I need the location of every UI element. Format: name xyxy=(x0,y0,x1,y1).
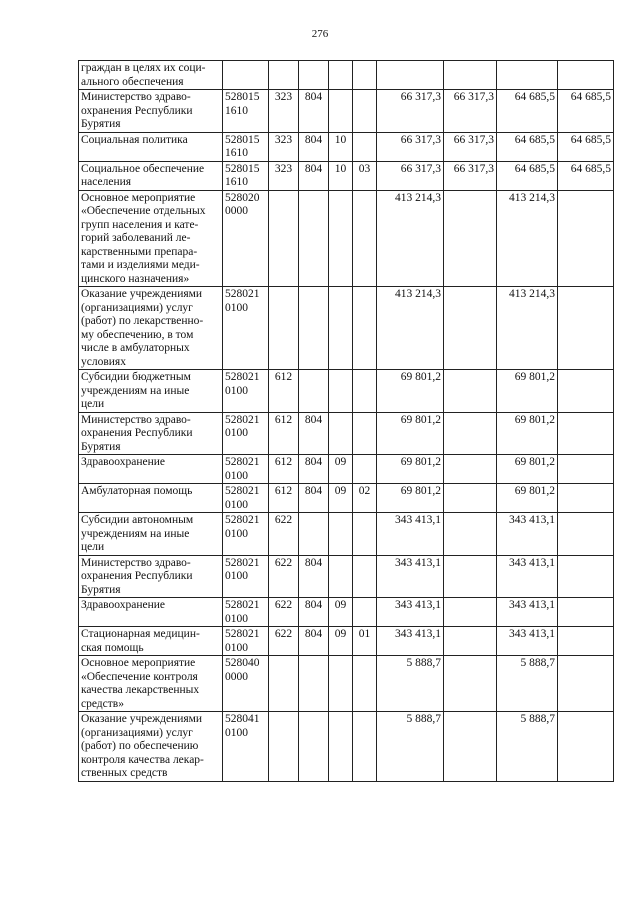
cell-amount-1: 66 317,3 xyxy=(377,161,444,190)
cell-amount-1: 343 413,1 xyxy=(377,627,444,656)
cell-amount-3: 64 685,5 xyxy=(497,161,558,190)
cell-name-line: Амбулаторная помощь xyxy=(81,485,193,497)
cell-section xyxy=(329,555,353,598)
cell-target-article-line: 1610 xyxy=(225,104,248,117)
cell-amount-3: 64 685,5 xyxy=(497,132,558,161)
cell-name xyxy=(79,484,223,513)
cell-amount-1 xyxy=(377,61,444,90)
cell-name-line: контроля качества лекар- xyxy=(81,753,204,766)
table-row xyxy=(79,412,614,455)
cell-amount-4 xyxy=(558,190,614,287)
table-row xyxy=(79,656,614,712)
cell-amount-2 xyxy=(444,555,497,598)
cell-name-line: Субсидии бюджетным xyxy=(81,371,191,383)
table-row xyxy=(79,598,614,627)
cell-amount-4: 64 685,5 xyxy=(558,90,614,133)
cell-amount-3: 69 801,2 xyxy=(497,455,558,484)
cell-name-line: Субсидии автономным xyxy=(81,514,194,526)
table-row xyxy=(79,370,614,413)
cell-name xyxy=(79,656,223,712)
cell-name-line: Социальная политика xyxy=(81,133,188,146)
cell-section xyxy=(329,61,353,90)
cell-section xyxy=(329,412,353,455)
table-row xyxy=(79,90,614,133)
cell-target-article-line: 528015 xyxy=(225,91,260,103)
cell-target-article-line: 0100 xyxy=(225,469,248,482)
cell-target-article xyxy=(223,555,269,598)
cell-administrator: 804 xyxy=(299,412,329,455)
cell-name xyxy=(79,455,223,484)
cell-name xyxy=(79,598,223,627)
cell-expense-type: 622 xyxy=(269,598,299,627)
cell-name-line: Бурятия xyxy=(81,118,121,130)
cell-name-line: му обеспечению, в том xyxy=(81,328,194,341)
cell-target-article-line: 0100 xyxy=(225,726,248,739)
cell-section xyxy=(329,90,353,133)
cell-amount-3: 413 214,3 xyxy=(497,190,558,287)
cell-amount-4 xyxy=(558,712,614,782)
cell-subsection xyxy=(353,555,377,598)
cell-name-line: (организациями) услуг xyxy=(81,726,193,739)
cell-subsection: 02 xyxy=(353,484,377,513)
cell-expense-type xyxy=(269,656,299,712)
cell-name-line: Основное мероприятие xyxy=(81,657,196,669)
cell-name xyxy=(79,287,223,370)
cell-amount-4 xyxy=(558,484,614,513)
cell-name-line: цели xyxy=(81,541,105,553)
table-row xyxy=(79,555,614,598)
cell-target-article xyxy=(223,370,269,413)
cell-amount-4: 64 685,5 xyxy=(558,161,614,190)
cell-amount-3: 5 888,7 xyxy=(497,712,558,782)
table-row xyxy=(79,455,614,484)
cell-subsection xyxy=(353,370,377,413)
cell-amount-2 xyxy=(444,598,497,627)
cell-target-article xyxy=(223,656,269,712)
cell-amount-3: 343 413,1 xyxy=(497,513,558,556)
cell-amount-1: 343 413,1 xyxy=(377,513,444,556)
cell-target-article xyxy=(223,190,269,287)
cell-name-line: Здравоохранение xyxy=(81,599,166,611)
cell-expense-type: 323 xyxy=(269,161,299,190)
cell-amount-2 xyxy=(444,712,497,782)
cell-subsection xyxy=(353,598,377,627)
cell-amount-2 xyxy=(444,627,497,656)
cell-subsection xyxy=(353,412,377,455)
cell-amount-3: 343 413,1 xyxy=(497,627,558,656)
cell-amount-1: 5 888,7 xyxy=(377,712,444,782)
cell-target-article xyxy=(223,161,269,190)
cell-administrator xyxy=(299,287,329,370)
cell-name-line: (организациями) услуг xyxy=(81,301,193,314)
cell-name-line: качества лекарственных xyxy=(81,684,200,696)
cell-name-line: Министерство здраво- xyxy=(81,413,191,426)
cell-name xyxy=(79,370,223,413)
cell-name-line: тами и изделиями меди- xyxy=(81,259,200,271)
cell-name xyxy=(79,161,223,190)
cell-administrator: 804 xyxy=(299,598,329,627)
cell-subsection xyxy=(353,712,377,782)
cell-target-article xyxy=(223,627,269,656)
cell-amount-2 xyxy=(444,370,497,413)
cell-target-article-line: 0100 xyxy=(225,527,248,540)
cell-target-article-line: 528021 xyxy=(225,371,260,383)
cell-target-article-line: 528021 xyxy=(225,599,260,611)
cell-amount-2 xyxy=(444,513,497,556)
cell-administrator: 804 xyxy=(299,627,329,656)
cell-name xyxy=(79,627,223,656)
cell-amount-2 xyxy=(444,61,497,90)
cell-target-article-line: 1610 xyxy=(225,176,248,188)
cell-expense-type xyxy=(269,287,299,370)
cell-amount-1: 5 888,7 xyxy=(377,656,444,712)
cell-target-article-line: 0000 xyxy=(225,670,248,683)
cell-expense-type xyxy=(269,712,299,782)
cell-amount-3: 343 413,1 xyxy=(497,598,558,627)
table-body xyxy=(79,61,614,782)
cell-administrator xyxy=(299,370,329,413)
cell-name-line: «Обеспечение контроля xyxy=(81,670,198,683)
table-row xyxy=(79,190,614,287)
cell-expense-type: 612 xyxy=(269,455,299,484)
cell-section xyxy=(329,712,353,782)
cell-administrator xyxy=(299,513,329,556)
cell-expense-type xyxy=(269,190,299,287)
cell-target-article-line: 528021 xyxy=(225,514,260,526)
cell-expense-type: 323 xyxy=(269,90,299,133)
cell-name-line: ская помощь xyxy=(81,641,144,654)
cell-name xyxy=(79,712,223,782)
cell-target-article-line: 528021 xyxy=(225,628,260,640)
cell-amount-1: 413 214,3 xyxy=(377,190,444,287)
cell-amount-4 xyxy=(558,455,614,484)
cell-amount-3: 5 888,7 xyxy=(497,656,558,712)
cell-amount-3: 69 801,2 xyxy=(497,484,558,513)
cell-target-article xyxy=(223,61,269,90)
cell-amount-1: 66 317,3 xyxy=(377,90,444,133)
cell-name-line: граждан в целях их соци- xyxy=(81,62,206,74)
cell-target-article xyxy=(223,132,269,161)
cell-name-line: Оказание учреждениями xyxy=(81,713,203,725)
cell-amount-1: 343 413,1 xyxy=(377,598,444,627)
cell-subsection xyxy=(353,455,377,484)
cell-amount-2 xyxy=(444,412,497,455)
cell-expense-type: 622 xyxy=(269,627,299,656)
cell-section: 10 xyxy=(329,132,353,161)
cell-name-line: средств» xyxy=(81,697,124,710)
cell-administrator: 804 xyxy=(299,132,329,161)
cell-amount-2: 66 317,3 xyxy=(444,132,497,161)
cell-section: 09 xyxy=(329,598,353,627)
cell-name-line: Оказание учреждениями xyxy=(81,288,203,300)
cell-subsection xyxy=(353,132,377,161)
table-row xyxy=(79,484,614,513)
cell-administrator: 804 xyxy=(299,455,329,484)
cell-target-article-line: 0100 xyxy=(225,612,248,625)
cell-section xyxy=(329,287,353,370)
cell-target-article-line: 0100 xyxy=(225,384,248,397)
cell-section: 10 xyxy=(329,161,353,190)
cell-name-line: учреждениям на иные xyxy=(81,384,190,397)
cell-name-line: Бурятия xyxy=(81,440,121,453)
cell-name-line: (работ) по лекарственно- xyxy=(81,315,204,327)
cell-amount-1: 343 413,1 xyxy=(377,555,444,598)
cell-target-article-line: 528021 xyxy=(225,485,260,497)
cell-expense-type: 622 xyxy=(269,555,299,598)
cell-name xyxy=(79,555,223,598)
cell-target-article-line: 0100 xyxy=(225,301,248,314)
cell-section xyxy=(329,190,353,287)
cell-amount-2 xyxy=(444,656,497,712)
cell-target-article-line: 0100 xyxy=(225,498,248,511)
cell-amount-1: 69 801,2 xyxy=(377,412,444,455)
cell-amount-3: 413 214,3 xyxy=(497,287,558,370)
cell-target-article-line: 528015 xyxy=(225,133,260,146)
cell-target-article-line: 528021 xyxy=(225,413,260,426)
cell-name-line: охранения Республики xyxy=(81,104,193,117)
cell-amount-1: 66 317,3 xyxy=(377,132,444,161)
cell-target-article xyxy=(223,455,269,484)
cell-name-line: населения xyxy=(81,176,132,188)
table-row xyxy=(79,287,614,370)
table-row xyxy=(79,513,614,556)
cell-administrator: 804 xyxy=(299,484,329,513)
cell-name xyxy=(79,90,223,133)
cell-name-line: групп населения и кате- xyxy=(81,218,199,231)
cell-subsection xyxy=(353,656,377,712)
cell-target-article-line: 0100 xyxy=(225,570,248,582)
budget-table xyxy=(78,60,614,782)
cell-name-line: цинского назначения» xyxy=(81,272,190,285)
cell-subsection xyxy=(353,61,377,90)
cell-target-article-line: 1610 xyxy=(225,147,248,159)
cell-target-article-line: 0100 xyxy=(225,641,248,654)
cell-name xyxy=(79,513,223,556)
cell-section xyxy=(329,513,353,556)
cell-amount-4: 64 685,5 xyxy=(558,132,614,161)
cell-administrator: 804 xyxy=(299,555,329,598)
cell-name-line: Здравоохранение xyxy=(81,456,166,468)
cell-subsection: 01 xyxy=(353,627,377,656)
cell-name-line: «Обеспечение отдельных xyxy=(81,205,206,217)
cell-name xyxy=(79,61,223,90)
cell-target-article xyxy=(223,712,269,782)
cell-name xyxy=(79,412,223,455)
cell-amount-2 xyxy=(444,455,497,484)
cell-target-article-line: 528020 xyxy=(225,191,260,204)
cell-amount-1: 69 801,2 xyxy=(377,370,444,413)
cell-administrator xyxy=(299,712,329,782)
cell-name-line: Стационарная медицин- xyxy=(81,628,200,640)
cell-amount-4 xyxy=(558,412,614,455)
cell-name-line: числе в амбулаторных xyxy=(81,342,190,354)
table-row xyxy=(79,132,614,161)
cell-target-article xyxy=(223,484,269,513)
cell-target-article-line: 528021 xyxy=(225,288,260,300)
cell-target-article-line: 528021 xyxy=(225,556,260,569)
cell-amount-4 xyxy=(558,61,614,90)
cell-name-line: Социальное обеспечение xyxy=(81,162,205,175)
cell-amount-4 xyxy=(558,555,614,598)
cell-amount-2: 66 317,3 xyxy=(444,161,497,190)
table-row xyxy=(79,627,614,656)
cell-expense-type: 612 xyxy=(269,484,299,513)
cell-administrator: 804 xyxy=(299,161,329,190)
cell-target-article-line: 528041 xyxy=(225,713,260,725)
cell-name-line: учреждениям на иные xyxy=(81,527,190,540)
cell-target-article xyxy=(223,598,269,627)
cell-amount-3: 64 685,5 xyxy=(497,90,558,133)
cell-amount-2: 66 317,3 xyxy=(444,90,497,133)
cell-subsection xyxy=(353,90,377,133)
cell-administrator: 804 xyxy=(299,90,329,133)
cell-amount-4 xyxy=(558,598,614,627)
cell-amount-4 xyxy=(558,513,614,556)
page-number: 276 xyxy=(311,28,329,40)
cell-target-article-line: 0100 xyxy=(225,427,248,439)
cell-amount-2 xyxy=(444,287,497,370)
cell-amount-3: 343 413,1 xyxy=(497,555,558,598)
cell-name-line: охранения Республики xyxy=(81,427,193,439)
cell-expense-type xyxy=(269,61,299,90)
cell-target-article xyxy=(223,90,269,133)
cell-name-line: карственными препара- xyxy=(81,245,198,258)
cell-section: 09 xyxy=(329,455,353,484)
cell-section xyxy=(329,656,353,712)
cell-target-article xyxy=(223,513,269,556)
cell-amount-4 xyxy=(558,287,614,370)
cell-name-line: условиях xyxy=(81,355,126,368)
cell-amount-1: 413 214,3 xyxy=(377,287,444,370)
cell-name-line: Основное мероприятие xyxy=(81,191,196,204)
cell-target-article-line: 528015 xyxy=(225,162,260,175)
cell-expense-type: 323 xyxy=(269,132,299,161)
cell-target-article xyxy=(223,287,269,370)
cell-amount-4 xyxy=(558,370,614,413)
table-row xyxy=(79,161,614,190)
cell-name-line: цели xyxy=(81,398,105,410)
cell-name-line: Министерство здраво- xyxy=(81,91,191,103)
cell-subsection: 03 xyxy=(353,161,377,190)
cell-subsection xyxy=(353,287,377,370)
cell-section xyxy=(329,370,353,413)
cell-administrator xyxy=(299,61,329,90)
cell-expense-type: 622 xyxy=(269,513,299,556)
cell-target-article-line: 0000 xyxy=(225,205,248,217)
cell-amount-3 xyxy=(497,61,558,90)
cell-expense-type: 612 xyxy=(269,370,299,413)
cell-subsection xyxy=(353,513,377,556)
cell-section: 09 xyxy=(329,627,353,656)
cell-name-line: Министерство здраво- xyxy=(81,556,191,569)
cell-section: 09 xyxy=(329,484,353,513)
table-row xyxy=(79,61,614,90)
cell-amount-1: 69 801,2 xyxy=(377,455,444,484)
table-row xyxy=(79,712,614,782)
cell-expense-type: 612 xyxy=(269,412,299,455)
cell-name xyxy=(79,190,223,287)
cell-administrator xyxy=(299,656,329,712)
cell-name-line: Бурятия xyxy=(81,583,121,596)
cell-administrator xyxy=(299,190,329,287)
cell-amount-2 xyxy=(444,484,497,513)
cell-name-line: горий заболеваний ле- xyxy=(81,232,191,244)
cell-amount-1: 69 801,2 xyxy=(377,484,444,513)
cell-amount-3: 69 801,2 xyxy=(497,412,558,455)
cell-subsection xyxy=(353,190,377,287)
cell-amount-3: 69 801,2 xyxy=(497,370,558,413)
cell-amount-2 xyxy=(444,190,497,287)
cell-name xyxy=(79,132,223,161)
cell-name-line: охранения Республики xyxy=(81,570,193,582)
cell-amount-4 xyxy=(558,627,614,656)
cell-name-line: ственных средств xyxy=(81,767,168,779)
cell-name-line: (работ) по обеспечению xyxy=(81,740,199,752)
cell-target-article-line: 528040 xyxy=(225,657,260,669)
cell-target-article-line: 528021 xyxy=(225,456,260,468)
cell-target-article xyxy=(223,412,269,455)
cell-amount-4 xyxy=(558,656,614,712)
cell-name-line: ального обеспечения xyxy=(81,75,184,88)
